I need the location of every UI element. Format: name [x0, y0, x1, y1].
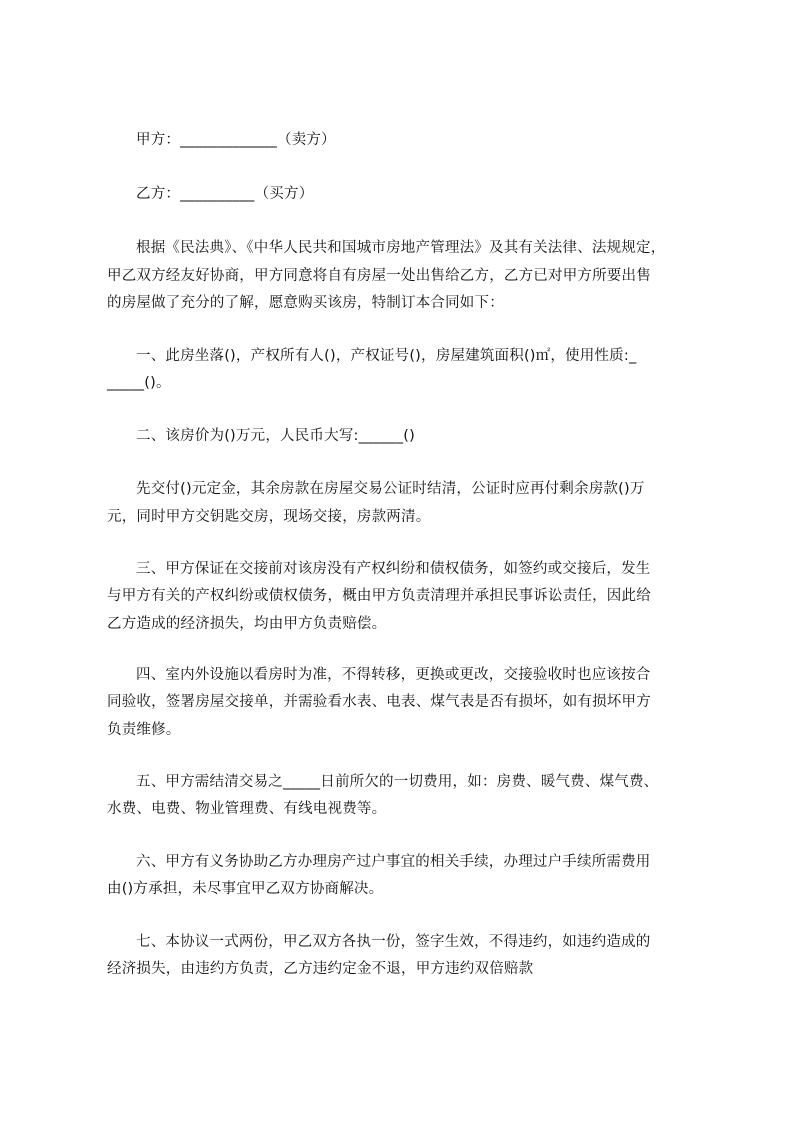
payment-line: 先交付()元定金，其余房款在房屋交易公证时结清，公证时应再付剩余房款()万 [136, 481, 645, 497]
clause-5-line: 五、甲方需结清交易之_____日前所欠的一切费用，如：房费、暖气费、煤气费、 [136, 774, 659, 790]
clause-7-line: 经济损失，由违约方负责，乙方违约定金不退，甲方违约双倍赔款 [107, 961, 534, 977]
party-a-line: 甲方：_____________（卖方） [136, 132, 336, 148]
party-b-line: 乙方：__________（买方） [136, 186, 314, 202]
clause-5-line: 水费、电费、物业管理费、有线电视费等。 [107, 801, 387, 817]
clause-3-line: 三、甲方保证在交接前对该房没有产权纠纷和债权债务，如签约或交接后，发生 [136, 561, 651, 577]
clause-4-line: 同验收，签署房屋交接单，并需验看水表、电表、煤气表是否有损坏，如有损坏甲方 [107, 694, 651, 710]
clause-4-line: 负责维修。 [107, 722, 181, 738]
clause-1-line: _____()。 [107, 375, 171, 391]
clause-4-line: 四、室内外设施以看房时为准，不得转移，更换或更改，交接验收时也应该按合 [136, 667, 651, 683]
clause-7-line: 七、本协议一式两份，甲乙双方各执一份，签字生效，不得违约，如违约造成的 [136, 934, 651, 950]
clause-3-line: 乙方造成的经济损失，均由甲方负责赔偿。 [107, 616, 387, 632]
intro-line: 甲乙双方经友好协商，甲方同意将自有房屋一处出售给乙方，乙方已对甲方所要出售 [107, 268, 651, 284]
intro-line: 的房屋做了充分的了解，愿意购买该房，特制订本合同如下： [107, 295, 504, 311]
clause-2-line: 二、该房价为()万元，人民币大写:______() [136, 428, 416, 444]
payment-line: 元，同时甲方交钥匙交房，现场交接，房款两清。 [107, 509, 431, 525]
intro-line: 根据《民法典》、《中华人民共和国城市房地产管理法》及其有关法律、法规规定， [136, 240, 666, 256]
clause-1-line: 一、此房坐落()，产权所有人()，产权证号()，房屋建筑面积()㎡，使用性质:_ [136, 348, 637, 364]
clause-6-line: 六、甲方有义务协助乙方办理房产过户事宜的相关手续，办理过户手续所需费用 [136, 854, 651, 870]
clause-3-line: 与甲方有关的产权纠纷或债权债务，概由甲方负责清理并承担民事诉讼责任，因此给 [107, 588, 651, 604]
clause-6-line: 由()方承担，未尽事宜甲乙双方协商解决。 [107, 881, 384, 897]
